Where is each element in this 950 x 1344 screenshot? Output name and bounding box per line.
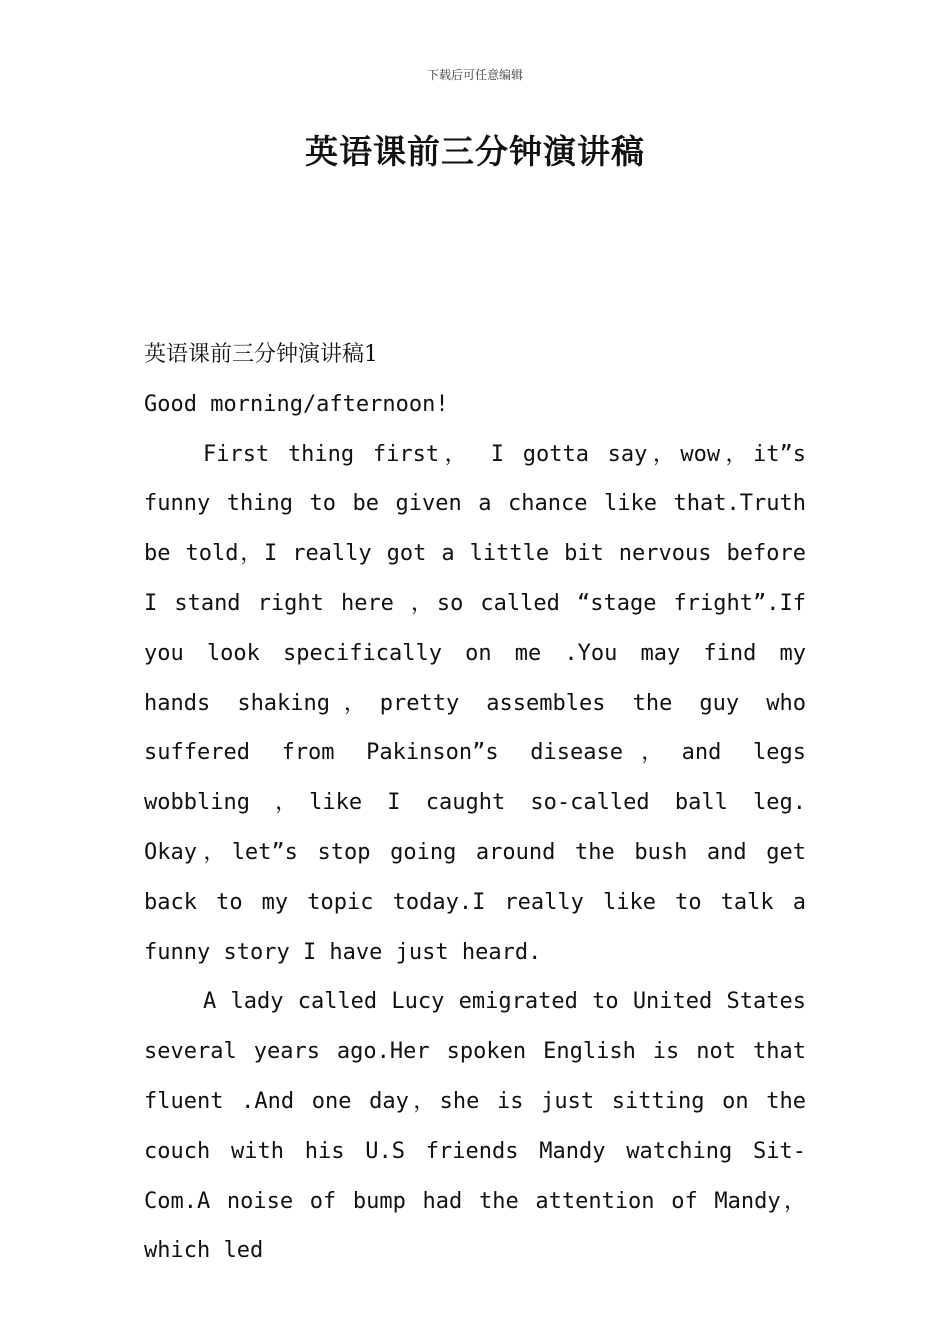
document-title: 英语课前三分钟演讲稿 — [305, 132, 645, 171]
header-note: 下载后可任意编辑 — [426, 68, 523, 82]
paragraph-1: First thing first， I gotta say，wow，it”s funny thing to be given a chance like that.Truth be told，I really got a little bit nervous before I stand right here ，so called “stage fright”.If you look specifically on me .You may find my hands shaking，pretty assembles the guy who suffered from Pakinson”s disease，and legs wobbling ，like I caught so-called ball leg. Okay，let”s stop going around the bush and get back to my topic today.I really like to talk a funny story I have just heard. — [144, 441, 806, 965]
greeting-line: Good morning/afternoon! — [144, 391, 449, 417]
document-body — [144, 330, 806, 1276]
paragraph-2: A lady called Lucy emigrated to United States several years ago.Her spoken English is not that fluent .And one day，she is just sitting on the couch with his U.S friends Mandy watching Sit-Com.A noise of bump had the attention of Mandy，which led — [144, 989, 806, 1264]
section-heading: 英语课前三分钟演讲稿1 — [144, 342, 378, 367]
